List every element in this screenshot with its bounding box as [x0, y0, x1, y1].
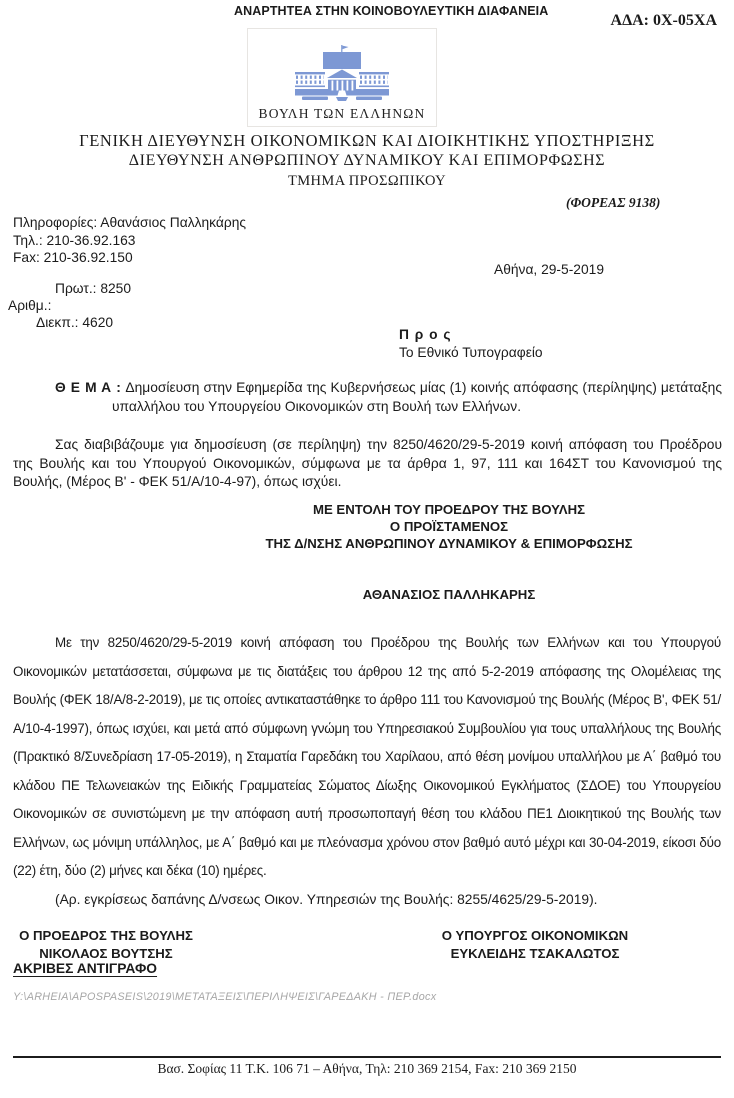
- signature-left-title: Ο ΠΡΟΕΔΡΟΣ ΤΗΣ ΒΟΥΛΗΣ: [19, 928, 193, 943]
- order-line-3: ΤΗΣ Δ/ΝΣΗΣ ΑΝΘΡΩΠΙΝΟΥ ΔΥΝΑΜΙΚΟΥ & ΕΠΙΜΟΡΦΩΣΗΣ: [265, 536, 633, 551]
- by-order-block: [166, 501, 732, 552]
- decision-section: [13, 629, 721, 909]
- number-label: Αριθμ.:: [8, 298, 52, 313]
- protocol-number: Πρωτ.: 8250: [55, 281, 132, 296]
- footer-divider: [13, 1056, 721, 1058]
- transmittal-paragraph: Σας διαβιβάζουμε για δημοσίευση (σε περίληψη) την 8250/4620/29-5-2019 κοινή απόφαση του Προέδρου της Βουλής και του Υπουργού Οικονομικών, σύμφωνα με τα άρθρα 1, 97, 111 και 164ΣΤ του Κανονισμού της Βουλής, (Μέρος Β' - ΦΕΚ 51/Α/10-4-97), όπως ισχύει.: [13, 437, 722, 489]
- contact-block: [13, 214, 246, 267]
- phone: Τηλ.: 210-36.92.163: [13, 232, 136, 248]
- to-name: Το Εθνικό Τυπογραφείο: [399, 345, 543, 360]
- signatory-name: ΑΘΑΝΑΣΙΟΣ ΠΑΛΛΗΚΑΡΗΣ: [362, 587, 536, 602]
- expense-approval: (Αρ. εγκρίσεως δαπάνης Δ/νσεως Οικον. Υπηρεσιών της Βουλής: 8255/4625/29-5-2019).: [55, 891, 598, 907]
- order-line-1: ΜΕ ΕΝΤΟΛΗ ΤΟΥ ΠΡΟΕΔΡΟΥ ΤΗΣ ΒΟΥΛΗΣ: [312, 502, 586, 517]
- footer-address: Βασ. Σοφίας 11 Τ.Κ. 106 71 – Αθήνα, Τηλ: 210 369 2154, Fax: 210 369 2150: [157, 1061, 577, 1076]
- signature-left-name: ΝΙΚΟΛΑΟΣ ΒΟΥΤΣΗΣ: [39, 945, 173, 961]
- signature-right-title: Ο ΥΠΟΥΡΓΟΣ ΟΙΚΟΝΟΜΙΚΩΝ: [441, 928, 629, 943]
- directorate: ΔΙΕΥΘΥΝΣΗ ΑΝΘΡΩΠΙΝΟΥ ΔΥΝΑΜΙΚΟΥ ΚΑΙ ΕΠΙΜΟΡΦΩΣΗΣ: [128, 152, 606, 169]
- file-path: Y:\ARHEIA\APOSPASEIS\2019\ΜΕΤΑΤΑΞΕΙΣ\ΠΕΡΙΛΗΨΕΙΣ\ΓΑΡΕΔΑΚΗ - ΠΕΡ.docx: [13, 991, 437, 1003]
- ada-code: ΑΔΑ: 0X-05XA: [610, 12, 717, 29]
- parliament-logo: [247, 28, 437, 127]
- department: ΤΜΗΜΑ ΠΡΟΣΩΠΙΚΟΥ: [287, 173, 447, 189]
- parliament-building-icon: [294, 45, 390, 103]
- city-date: Αθήνα, 29-5-2019: [494, 262, 604, 277]
- logo-caption: ΒΟΥΛΗ ΤΩΝ ΕΛΛΗΝΩΝ: [258, 106, 426, 121]
- signature-right: [440, 927, 630, 962]
- recipient-block: [399, 327, 543, 360]
- general-directorate: ΓΕΝΙΚΗ ΔΙΕΥΘΥΝΣΗ ΟΙΚΟΝΟΜΙΚΩΝ ΚΑΙ ΔΙΟΙΚΗΤΙΚΗΣ ΥΠΟΣΤΗΡΙΞΗΣ: [79, 131, 655, 150]
- order-line-2: Ο ΠΡΟΪΣΤΑΜΕΝΟΣ: [389, 519, 509, 534]
- subject-paragraph: [55, 379, 722, 416]
- certified-copy-label: ΑΚΡΙΒΕΣ ΑΝΤΙΓΡΑΦΟ: [13, 961, 158, 976]
- directorate-header: [0, 131, 734, 190]
- contact-person: Πληροφορίες: Αθανάσιος Παλληκάρης: [13, 215, 247, 230]
- subject-label: Θ Ε Μ Α :: [55, 380, 122, 395]
- signature-left: [15, 927, 197, 962]
- signature-right-name: ΕΥΚΛΕΙΔΗΣ ΤΣΑΚΑΛΩΤΟΣ: [450, 945, 620, 961]
- decision-paragraph: Με την 8250/4620/29-5-2019 κοινή απόφαση του Προέδρου της Βουλής των Ελλήνων και του Υπουργού Οικονομικών μετατάσσεται, σύμφωνα με τις διατάξεις του άρθρου 12 της από 5-2-2019 απόφασης της Ολομέλειας της Βουλής (ΦΕΚ 18/Α/8-2-2019), με τις οποίες αντικαταστάθηκε το άρθρο 111 του Κανονισμού της Βουλής (Μέρος Β', ΦΕΚ 51/Α/10-4-1997), όπως ισχύει, και μετά από σύμφωνη γνώμη του Υπηρεσιακού Συμβουλίου για τους υπαλλήλους της Βουλής (Πρακτικό 8/Συνεδρίαση 17-05-2019), η Σταματία Γαρεδάκη του Χαρίλαου, από θέση μονίμου υπαλλήλου με Α΄ βαθμό του κλάδου ΠΕ Τελωνειακών της Ειδικής Γραμματείας Σώματος Δίωξης Οικονομικού Εγκλήματος (ΣΔΟΕ) του Υπουργείου Οικονομικών σε συνιστώμενη με την απόφαση αυτή προσωποπαγή θέση του κλάδου ΠΕ1 Διοικητικού της Βουλής των Ελλήνων, ως μόνιμη υπάλληλος, με Α΄ βαθμό και με πλεόνασμα χρόνου στον βαθμό αυτό μέχρι και 30-04-2019, είκοσι δύο (22) έτη, δύο (2) μήνες και δέκα (10) ημέρες.: [13, 635, 721, 878]
- subject-text: Δημοσίευση στην Εφημερίδα της Κυβερνήσεως μίας (1) κοινής απόφασης (περίληψης) μετάταξης υπαλλήλου του Υπουργείου Οικονομικών στη Βουλή των Ελλήνων.: [112, 380, 722, 414]
- dispatch-number: Διεκπ.: 4620: [36, 315, 114, 330]
- transparency-notice: ΑΝΑΡΤΗΤΕΑ ΣΤΗΝ ΚΟΙΝΟΒΟΥΛΕΥΤΙΚΗ ΔΙΑΦΑΝΕΙΑ: [234, 4, 549, 18]
- agency-code: (ΦΟΡΕΑΣ 9138): [566, 195, 661, 210]
- to-label: Π ρ ο ς: [399, 327, 452, 342]
- fax: Fax: 210-36.92.150: [13, 250, 133, 265]
